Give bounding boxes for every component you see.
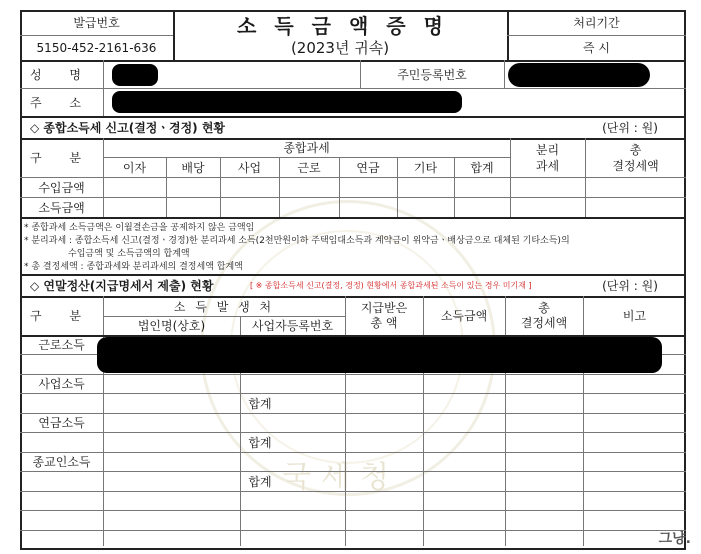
processing-period-value: 즉 시 [583, 41, 610, 55]
note-2b: 수입금액 및 소득금액의 합계액 [68, 249, 190, 259]
comprehensive-tax-label: 종합과세 [283, 141, 330, 155]
section1-unit: (단위 : 원) [602, 120, 658, 135]
section2-title: ◇ 연말정산(지급명세서 제출) 현황 [30, 278, 214, 293]
subtotal-business: 합계 [248, 396, 272, 411]
redacted-name [112, 64, 158, 86]
row-labor-income: 근로소득 [38, 338, 85, 352]
section2-unit: (단위 : 원) [602, 278, 658, 293]
issue-number: 5150-452-2161-636 [36, 40, 157, 55]
col-other: 기타 [413, 160, 438, 175]
redacted-labor-row [97, 337, 662, 373]
section2-category-label: 구 분 [30, 309, 93, 323]
section1-category-label: 구 분 [30, 151, 93, 165]
issue-number-label: 발급번호 [73, 16, 120, 30]
col-labor: 근로 [297, 160, 321, 175]
separate-tax-label: 분리 과세 [535, 143, 560, 173]
section2-total-tax-label: 총 결정세액 [520, 300, 568, 330]
row-revenue: 수입금액 [38, 180, 85, 195]
redacted-resident-number [508, 63, 650, 87]
name-label: 성 명 [30, 67, 93, 82]
income-amount-label: 소득금액 [440, 309, 488, 323]
total-tax-label: 총 결정세액 [612, 143, 659, 173]
section2-red-note: [ ※ 종합소득세 신고(결정, 경정) 현황에서 종합과세된 소득이 있는 경우 미기재 ] [250, 280, 532, 290]
subtotal-pension: 합계 [248, 435, 272, 450]
subtotal-religious: 합계 [248, 474, 272, 489]
row-pension-income: 연금소득 [38, 416, 85, 430]
note-2: * 분리과세 : 종합소득세 신고(결정ㆍ경정)한 분리과세 소득(2천만원이하 주택임대소득과 계약금이 위약금ㆍ배상금으로 대체된 기타소득)의 [24, 236, 570, 246]
biz-number-label: 사업자등록번호 [251, 319, 334, 333]
col-business: 사업 [237, 160, 262, 175]
remarks-label: 비고 [622, 309, 647, 323]
address-label: 주 소 [30, 95, 93, 110]
processing-period-label: 처리기간 [573, 16, 620, 30]
payment-total-label: 지급받은 총 액 [360, 300, 408, 330]
col-dividend: 배당 [181, 160, 205, 175]
section1-title: ◇ 종합소득세 신고(결정ㆍ경정) 현황 [30, 120, 226, 135]
note-1: * 종합과세 소득금액은 이월결손금을 공제하지 않은 금액임 [24, 223, 255, 233]
income-source-label: 소 득 발 생 처 [173, 299, 275, 314]
col-interest: 이자 [122, 160, 147, 175]
row-religious-income: 종교인소득 [32, 455, 91, 469]
document-title: 소득금액증명 [237, 13, 461, 38]
row-business-income: 사업소득 [38, 377, 85, 391]
corp-name-label: 법인명(상호) [137, 319, 206, 333]
watermark-text: 그냥. [658, 531, 691, 547]
row-income: 소득금액 [38, 200, 85, 215]
redacted-address [112, 91, 462, 113]
document-year: (2023년 귀속) [290, 38, 390, 57]
seal-text: 국세청 [282, 460, 399, 495]
col-total: 합계 [470, 160, 494, 175]
resident-number-label: 주민등록번호 [397, 67, 467, 82]
col-pension: 연금 [356, 160, 380, 175]
note-3: * 총 결정세액 : 종합과세와 분리과세의 결정세액 합계액 [24, 262, 243, 272]
